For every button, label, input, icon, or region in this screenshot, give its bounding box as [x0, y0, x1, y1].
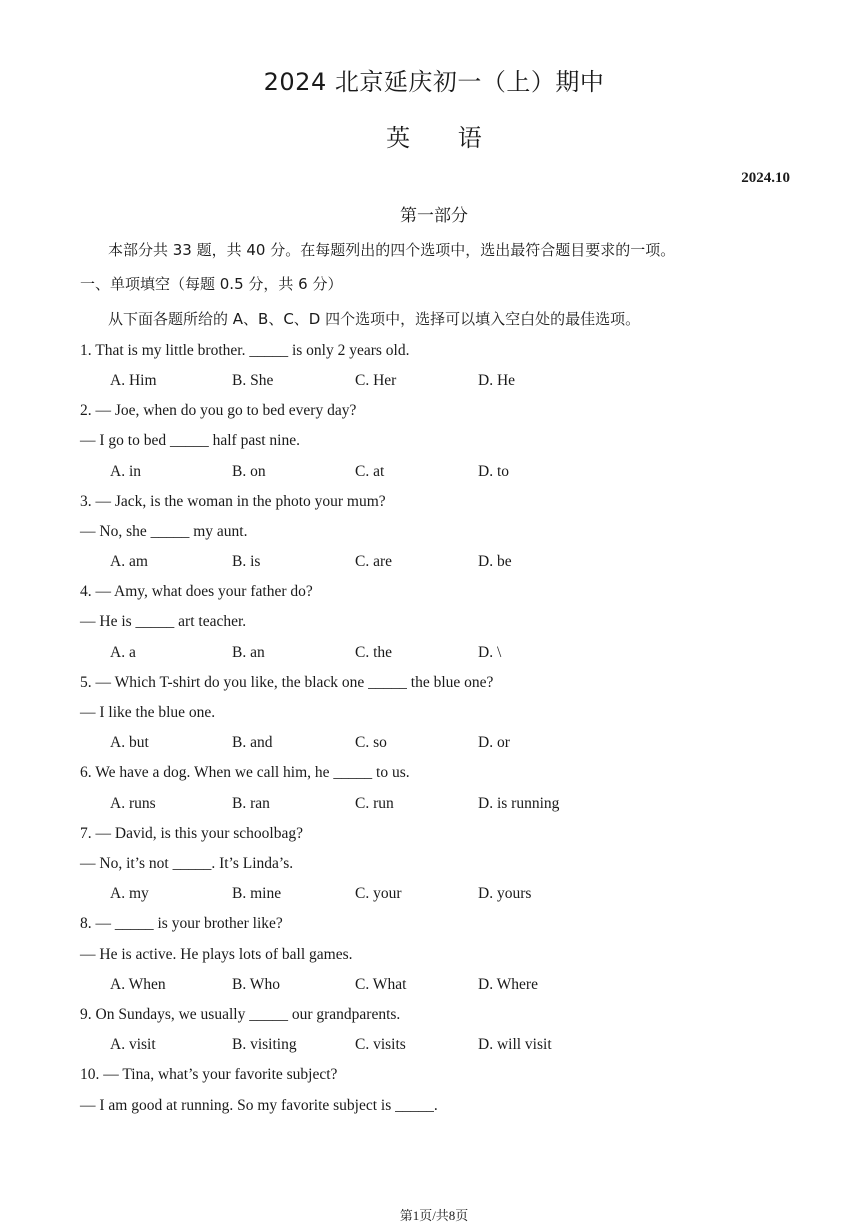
question-1-option-a: A. Him — [110, 372, 157, 389]
question-4-option-d: D. \ — [478, 644, 502, 661]
question-3-stem: 3. — Jack, is the woman in the photo your mum? — [80, 493, 386, 510]
question-9-stem: 9. On Sundays, we usually _____ our grandparents. — [80, 1006, 401, 1023]
page-number: 第1页/共8页 — [399, 1208, 469, 1223]
question-10-stem: 10. — Tina, what’s your favorite subject? — [80, 1066, 338, 1083]
question-2-option-b: B. on — [232, 463, 266, 480]
part-intro: 本部分共 33 题，共 40 分。在每题列出的四个选项中，选出最符合题目要求的一项。 — [108, 241, 676, 259]
section-heading: 一、单项填空（每题 0.5 分，共 6 分） — [80, 275, 343, 293]
question-4-option-b: B. an — [232, 644, 265, 661]
question-6-option-a: A. runs — [110, 795, 156, 812]
question-2-option-c: C. at — [355, 463, 385, 480]
question-9-option-a: A. visit — [110, 1036, 156, 1053]
question-5-stem: 5. — Which T-shirt do you like, the black one _____ the blue one? — [80, 674, 494, 691]
question-7-option-b: B. mine — [232, 885, 282, 902]
question-1-option-b: B. She — [232, 372, 274, 389]
question-6-option-d: D. is running — [478, 795, 560, 812]
question-1-option-c: C. Her — [355, 372, 397, 389]
exam-date: 2024.10 — [741, 170, 790, 186]
question-2-option-a: A. in — [110, 463, 141, 480]
question-8-reply: — He is active. He plays lots of ball games. — [80, 946, 353, 963]
exam-subject: 英 语 — [386, 124, 482, 152]
question-10-reply: — I am good at running. So my favorite subject is _____. — [80, 1097, 438, 1114]
question-3-option-b: B. is — [232, 553, 261, 570]
question-4-stem: 4. — Amy, what does your father do? — [80, 583, 313, 600]
question-2-stem: 2. — Joe, when do you go to bed every day? — [80, 402, 357, 419]
question-8-option-b: B. Who — [232, 976, 280, 993]
question-9-option-d: D. will visit — [478, 1036, 552, 1053]
question-3-reply: — No, she _____ my aunt. — [80, 523, 248, 540]
part-title: 第一部分 — [400, 206, 468, 226]
question-4-option-c: C. the — [355, 644, 393, 661]
question-3-option-d: D. be — [478, 553, 512, 570]
question-8-stem: 8. — _____ is your brother like? — [80, 915, 283, 932]
question-8-option-c: C. What — [355, 976, 407, 993]
section-instruction: 从下面各题所给的 A、B、C、D 四个选项中，选择可以填入空白处的最佳选项。 — [108, 310, 641, 328]
question-7-reply: — No, it’s not _____. It’s Linda’s. — [80, 855, 294, 872]
question-5-option-d: D. or — [478, 734, 510, 751]
question-5-reply: — I like the blue one. — [80, 704, 216, 721]
question-2-option-d: D. to — [478, 463, 509, 480]
question-3-option-a: A. am — [110, 553, 148, 570]
question-6-option-c: C. run — [355, 795, 394, 812]
question-4-reply: — He is _____ art teacher. — [80, 613, 247, 630]
question-7-option-c: C. your — [355, 885, 402, 902]
question-5-option-a: A. but — [110, 734, 149, 751]
question-6-stem: 6. We have a dog. When we call him, he _____ to us. — [80, 764, 410, 781]
question-8-option-a: A. When — [110, 976, 166, 993]
question-4-option-a: A. a — [110, 644, 136, 661]
question-6-option-b: B. ran — [232, 795, 270, 812]
question-7-option-d: D. yours — [478, 885, 532, 902]
question-7-option-a: A. my — [110, 885, 149, 902]
question-1-option-d: D. He — [478, 372, 516, 389]
question-5-option-c: C. so — [355, 734, 387, 751]
question-9-option-b: B. visiting — [232, 1036, 297, 1053]
question-1-stem: 1. That is my little brother. _____ is only 2 years old. — [80, 342, 410, 359]
question-5-option-b: B. and — [232, 734, 273, 751]
question-3-option-c: C. are — [355, 553, 393, 570]
question-9-option-c: C. visits — [355, 1036, 406, 1053]
exam-title: 2024 北京延庆初一（上）期中 — [263, 68, 605, 96]
question-8-option-d: D. Where — [478, 976, 538, 993]
question-2-reply: — I go to bed _____ half past nine. — [80, 432, 300, 449]
question-7-stem: 7. — David, is this your schoolbag? — [80, 825, 304, 842]
